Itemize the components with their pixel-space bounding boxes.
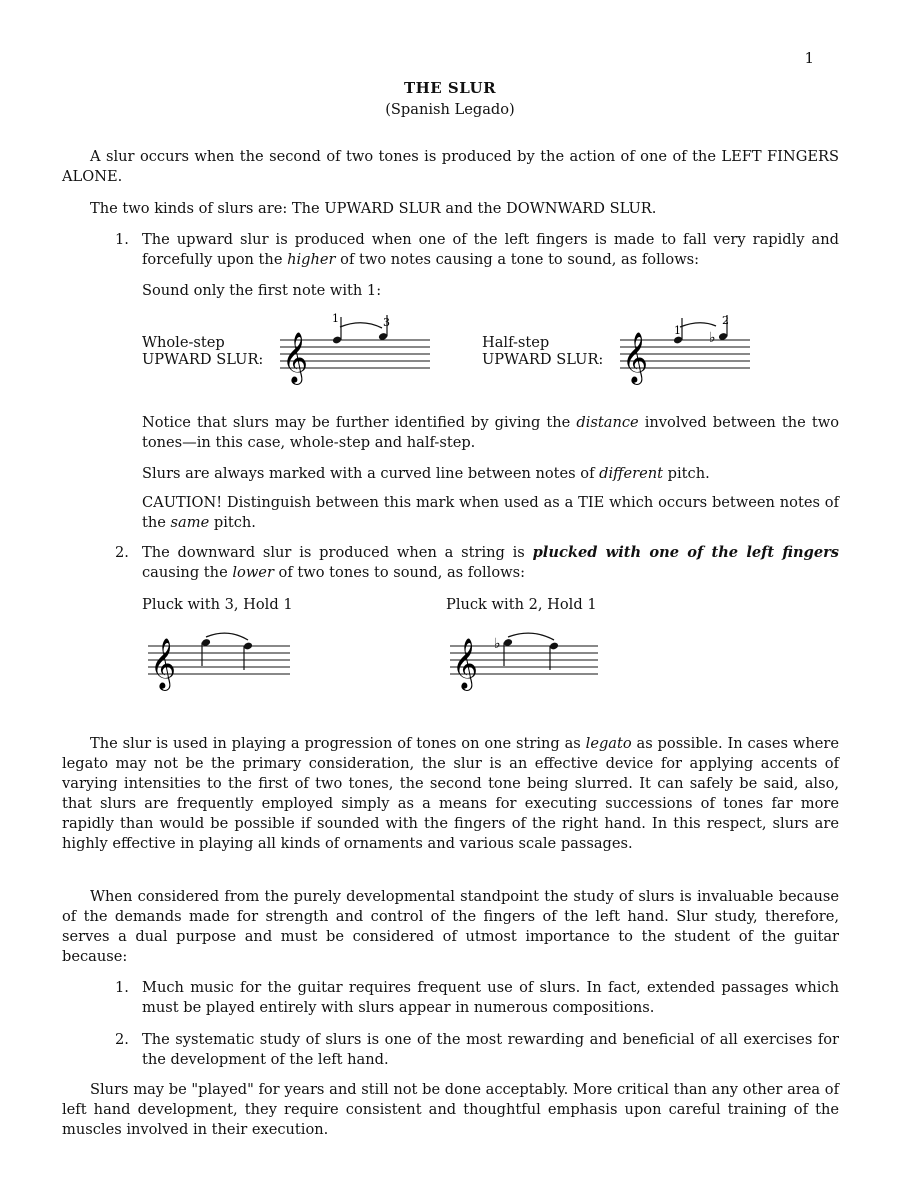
half-step-label-line2: UPWARD SLUR: (482, 351, 604, 368)
reason-text: The systematic study of slurs is one of the most rewarding and beneficial of all exercises for the development of the left hand. (142, 1031, 839, 1068)
page-subtitle: (Spanish Legado) (385, 101, 515, 118)
downward-right-caption: Pluck with 2, Hold 1 (446, 596, 597, 613)
item2-number: 2. (115, 544, 129, 561)
slur-arc (206, 633, 248, 640)
whole-step-label-line1: Whole-step (142, 334, 225, 351)
item2-text: The downward slur is produced when a string is plucked with one of the left fingers causing the lower of two tones to sound, as follows: (142, 544, 840, 581)
treble-clef-icon: 𝄞 (452, 638, 479, 689)
page-title: THE SLUR (403, 79, 497, 97)
whole-step-upward-slur-staff (280, 312, 430, 382)
downward-slur-staff-left (148, 626, 290, 696)
downward-slur-staff-right (450, 626, 598, 696)
item1-text: The upward slur is produced when one of the left fingers is made to fall very rapidly and forcefully upon the higher of two notes causing a tone to sound, as follows: (142, 231, 839, 268)
flat-accidental-icon: ♭ (494, 636, 501, 652)
reason-number: 1. (115, 979, 129, 996)
reason-text: Much music for the guitar requires frequent use of slurs. In fact, extended passages which must be played entirely with slurs appear in numerous compositions. (142, 979, 839, 1016)
slur-arc (340, 323, 382, 328)
intro-paragraph: A slur occurs when the second of two tones is produced by the action of one of the LEFT FINGERS ALONE. (62, 148, 839, 185)
item1-instruction: Sound only the first note with 1: (142, 282, 382, 299)
finger-number: 1 (674, 324, 681, 337)
half-step-label-line1: Half-step (482, 334, 550, 351)
treble-clef-icon: 𝄞 (282, 332, 309, 383)
final-paragraph: Slurs may be "played" for years and still not be done acceptably. More critical than any other area of left hand development, they require consistent and thoughtful emphasis upon careful training of the muscles involved in their execution. (62, 1081, 839, 1138)
item1-number: 1. (115, 231, 129, 248)
finger-number: 3 (383, 316, 390, 329)
whole-step-label-line2: UPWARD SLUR: (142, 351, 264, 368)
treble-clef-icon: 𝄞 (622, 332, 649, 383)
flat-accidental-icon: ♭ (709, 330, 716, 346)
item1-note-curved-line: Slurs are always marked with a curved line between notes of different pitch. (142, 465, 710, 482)
reason-number: 2. (115, 1031, 129, 1048)
finger-number: 1 (332, 312, 339, 325)
slur-arc (680, 323, 716, 327)
downward-left-caption: Pluck with 3, Hold 1 (142, 596, 293, 613)
treble-clef-icon: 𝄞 (150, 638, 177, 689)
kinds-sentence: The two kinds of slurs are: The UPWARD SLUR and the DOWNWARD SLUR. (90, 200, 657, 217)
half-step-upward-slur-staff (620, 312, 750, 382)
slur-arc (508, 633, 554, 640)
finger-number: 2 (722, 314, 729, 327)
developmental-paragraph: When considered from the purely developmental standpoint the study of slurs is invaluable because of the demands made for strength and control of the fingers of the left hand. Slur study, therefore, serves a dual purpose and must be considered of utmost importance to the student of the guitar because: (62, 888, 839, 965)
page-number: 1 (804, 49, 814, 67)
item1-caution: CAUTION! Distinguish between this mark when used as a TIE which occurs between notes of the same pitch. (142, 494, 839, 531)
legato-paragraph: The slur is used in playing a progression of tones on one string as legato as possible. In cases where legato may not be the primary consideration, the slur is an effective device for applying accents of varying intensities to the first of two tones, the second tone being slurred. It can safely be said, also, that slurs are frequently employed simply as a means for executing successions of tones far more rapidly than would be possible if sounded with the fingers of the right hand. In this respect, slurs are highly effective in playing all kinds of ornaments and various scale passages. (62, 735, 839, 852)
item1-note-distance: Notice that slurs may be further identified by giving the distance involved between the two tones—in this case, whole-step and half-step. (142, 414, 839, 451)
